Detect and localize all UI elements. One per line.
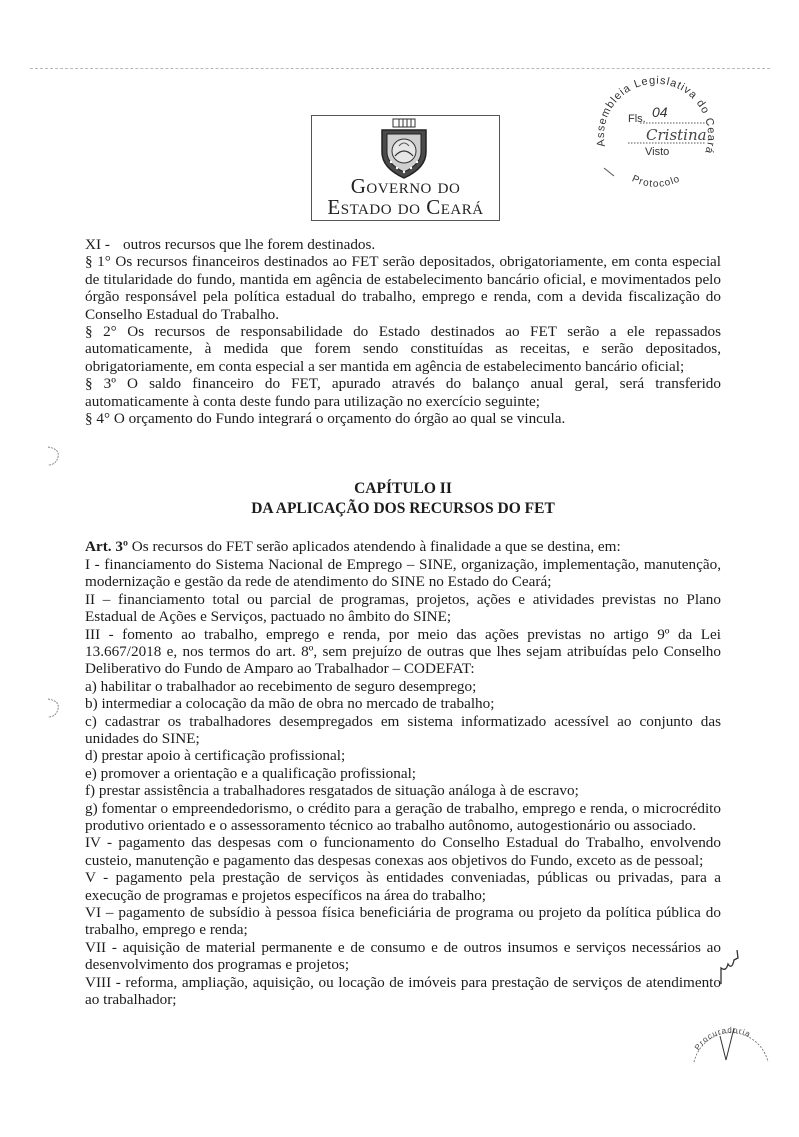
paragraph-3: § 3º O saldo financeiro do FET, apurado através do balanço anual geral, será transferido automaticamente à conta deste fundo para utilização no exercício seguinte; [85,375,721,410]
list-item: VIII - reforma, ampliação, aquisição, ou locação de imóveis para prestação de serviços de atendimento ao trabalhador; [85,973,721,1009]
list-item: III - fomento ao trabalho, emprego e renda, por meio das ações previstas no artigo 9º da Lei 13.667/2018 e, nos termos do art. 8º, sem prejuízo de outras que lhes sejam atribuídas pelo Conselho Deliberativo do Fundo de Amparo ao Trabalhador – CODEFAT: [85,625,721,678]
paragraph-1: § 1° Os recursos financeiros destinados ao FET serão depositados, obrigatoriamente, em conta especial de titularidade do fundo, mantida em agência de estabelecimento bancário oficial, e movimentados pelo órgão responsável pela política estadual do trabalho, emprego e renda, com a devida fiscalização do Conselho Estadual do Trabalho. [85,253,721,323]
state-coat-of-arms-icon [373,118,435,180]
stamp-page-number: 04 [652,104,668,120]
margin-punch-mark [44,445,64,467]
list-item: f) prestar assistência a trabalhadores resgatados de situação análoga à de escravo; [85,782,579,800]
logo-line-governo: Governo do [350,174,461,198]
stamp-bottom-text: Protocolo [630,173,683,190]
stamp-fls-label: Fls. [628,113,646,125]
chapter-subtitle: DA APLICAÇÃO DOS RECURSOS DO FET [251,500,555,518]
list-item: V - pagamento pela prestação de serviços às entidades conveniadas, públicas ou privadas, para a execução de programas e projetos específicos na área do trabalho; [85,869,721,904]
list-item: e) promover a orientação e a qualificação profissional; [85,764,417,782]
document-body [85,236,721,1008]
stamp-top-text: Assembleia Legislativa do Ceará [594,74,718,156]
list-item: a) habilitar o trabalhador ao recebimento de seguro desemprego; [85,677,477,695]
list-item: IV - pagamento das despesas com o funcionamento do Conselho Estadual do Trabalho, envolvendo custeio, manutenção e pagamento das despesas conexas aos objetivos do Fundo, exceto as de pessoal; [85,834,721,869]
list-item: VII - aquisição de material permanente e de consumo e de outros insumos e serviços necessários ao desenvolvimento dos programas e projetos; [85,938,721,974]
paragraph-4: § 4° O orçamento do Fundo integrará o orçamento do órgão ao qual se vincula. [85,410,566,428]
article-3 [85,538,721,555]
svg-text:Protocolo [630,173,682,189]
stamp-signature: Cristina [646,126,707,144]
article-label: Art. 3º [85,538,128,556]
list-item: g) fomentar o empreendedorismo, o crédito para a geração de trabalho, emprego e renda, o microcrédito produtivo orientado e o assessoramento técnico ao trabalho autônomo, autogestionário ou associado. [85,799,721,834]
list-item: I - financiamento do Sistema Nacional de Emprego – SINE, organização, implementação, manutenção, modernização e gestão da rede de atendimento do SINE no Estado do Ceará; [85,555,721,591]
item-xi [85,236,721,253]
paragraph-2: § 2° Os recursos de responsabilidade do Estado destinados ao FET serão a ele repassados automaticamente, à medida que forem sendo constituídas as receitas, e serão depositados, obrigatoriamente, em conta especial a ser mantida em agência de estabelecimento bancário oficial; [85,323,721,375]
list-item: II – financiamento total ou parcial de programas, projetos, ações e atividades previstas no Plano Estadual de Ações e Serviços, pactuado no âmbito do SINE; [85,590,721,626]
procuradoria-stamp [690,1024,770,1064]
handwritten-initial-icon [718,946,742,986]
margin-punch-mark [44,697,64,719]
logo-line-estado: Estado do Ceará [327,195,484,219]
item-xi-text: outros recursos que lhe forem destinados. [123,236,376,253]
stamp-visto-label: Visto [645,146,670,158]
list-item: c) cadastrar os trabalhadores desempregados em sistema informatizado acessível ao conjunto das unidades do SINE; [85,712,721,747]
list-item: VI – pagamento de subsídio à pessoa física beneficiária de programa ou projeto da política pública do trabalho, emprego e renda; [85,904,721,939]
list-item: b) intermediar a colocação da mão de obra no mercado de trabalho; [85,695,495,713]
list-item: d) prestar apoio à certificação profissional; [85,747,346,765]
government-logo [311,115,500,221]
article-text: Os recursos do FET serão aplicados atendendo à finalidade a que se destina, em: [127,538,621,556]
item-xi-label: XI - [85,236,110,253]
procuradoria-stamp-text: Procuradoria [692,1025,753,1052]
chapter-title: CAPÍTULO II [354,480,452,498]
